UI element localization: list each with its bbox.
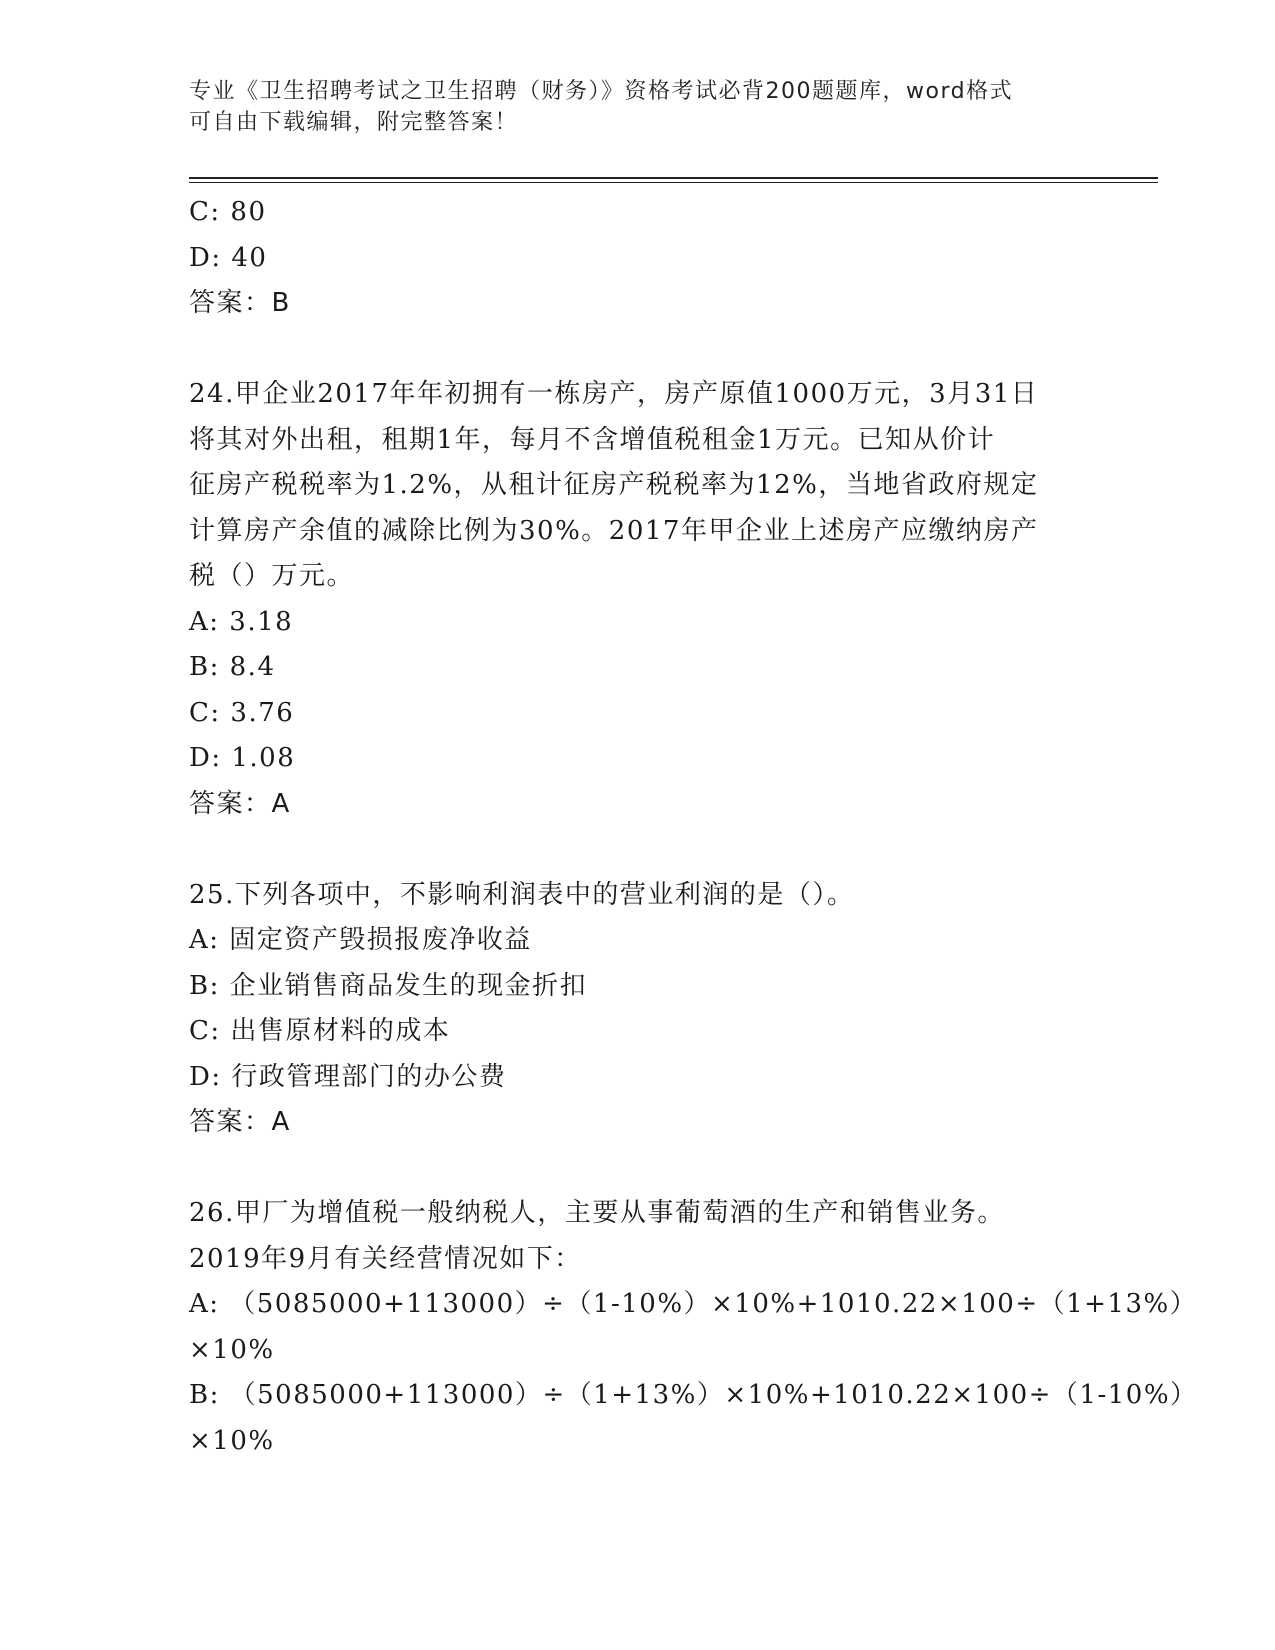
- option-a: A: 固定资产毁损报废净收益: [189, 925, 532, 955]
- question-stem-line: 征房产税税率为1.2%，从租计征房产税税率为12%，当地省政府规定: [189, 470, 1039, 500]
- option-d: D: 40: [189, 242, 268, 273]
- document-body: [189, 190, 1198, 1464]
- question-stem-line: 将其对外出租，租期1年，每月不含增值税租金1万元。已知从价计: [189, 424, 996, 455]
- option-b-continued: ×10%: [189, 1425, 275, 1456]
- question-stem-line: 2019年9月有关经营情况如下：: [189, 1243, 582, 1274]
- answer-text: 答案：A: [189, 788, 291, 819]
- option-c: C: 80: [189, 197, 267, 227]
- header-title-line-1: 专业《卫生招聘考试之卫生招聘（财务）》资格考试必背200题题库，word格式: [189, 79, 1014, 104]
- option-c: C: 3.76: [189, 697, 295, 728]
- option-a-continued: ×10%: [189, 1334, 275, 1365]
- option-d: D: 行政管理部门的办公费: [189, 1061, 507, 1092]
- option-c: C: 出售原材料的成本: [189, 1016, 451, 1046]
- question-23-tail: [189, 190, 1089, 327]
- question-stem-line: 24.甲企业2017年年初拥有一栋房产，房产原值1000万元，3月31日: [189, 379, 1039, 409]
- option-b: B: 企业销售商品发生的现金折扣: [189, 970, 588, 1001]
- answer-text: 答案：B: [189, 288, 291, 318]
- question-spacer: [189, 827, 1089, 873]
- option-b: B: （5085000+113000）÷（1+13%）×10%+1010.22×100÷（1-10%）: [189, 1380, 1198, 1410]
- answer-text: 答案：A: [189, 1107, 291, 1137]
- question-spacer: [189, 1146, 1089, 1192]
- header-rule-thin: [189, 182, 1158, 183]
- option-a: A: （5085000+113000）÷（1-10%）×10%+1010.22×100÷（1+13%）: [189, 1289, 1198, 1319]
- question-26: [189, 1191, 1198, 1464]
- option-a: A: 3.18: [189, 606, 294, 637]
- header-title-line-2: 可自由下载编辑，附完整答案！: [189, 110, 519, 135]
- question-spacer: [189, 327, 1089, 373]
- option-b: B: 8.4: [189, 652, 276, 682]
- question-stem-line: 26.甲厂为增值税一般纳税人，主要从事葡萄酒的生产和销售业务。: [189, 1198, 1005, 1228]
- document-header: [189, 76, 1079, 138]
- question-24: [189, 372, 1089, 827]
- option-d: D: 1.08: [189, 743, 296, 773]
- header-rule-thick: [189, 177, 1158, 179]
- question-stem-line: 25.下列各项中，不影响利润表中的营业利润的是（）。: [189, 879, 855, 910]
- question-25: [189, 873, 1089, 1146]
- question-stem-line: 税（）万元。: [189, 561, 355, 591]
- question-stem-line: 计算房产余值的减除比例为30%。2017年甲企业上述房产应缴纳房产: [189, 515, 1039, 546]
